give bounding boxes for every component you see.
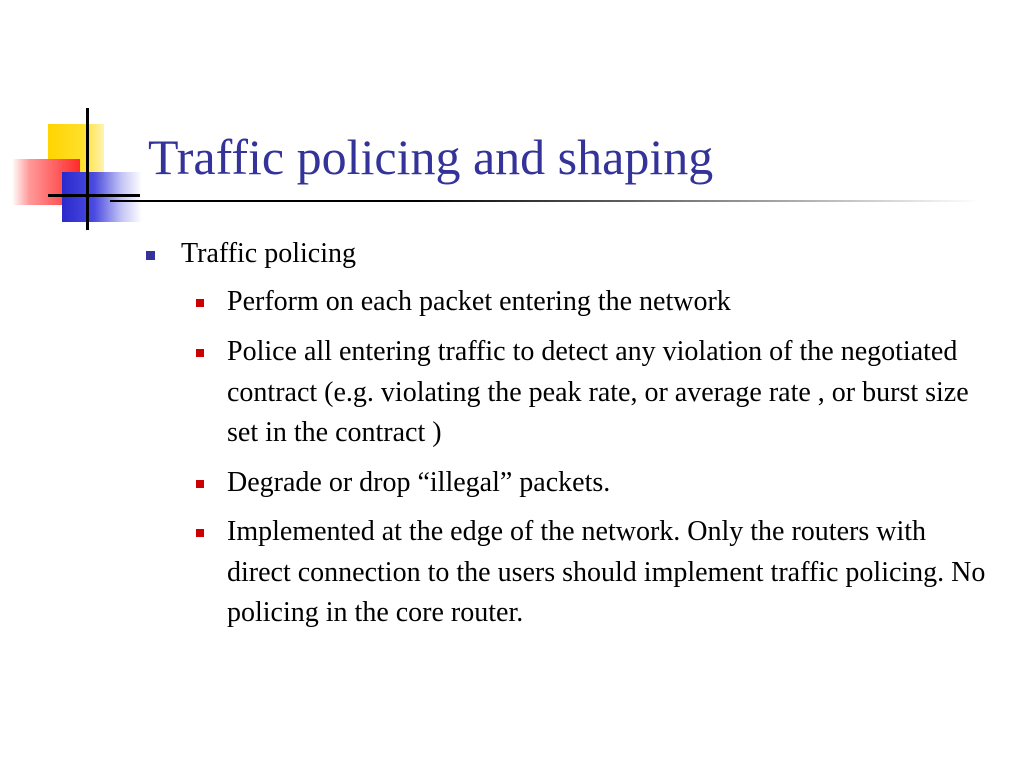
bullet-square-icon	[146, 251, 155, 260]
sub-bullet-square-icon	[196, 529, 204, 537]
sub-bullet: Implemented at the edge of the network. Only the routers with direct connection to the users should implement traffic policing. No policing in the core router.	[227, 516, 986, 628]
sub-bullet: Perform on each packet entering the network	[227, 286, 731, 317]
sub-bullet-square-icon	[196, 480, 204, 488]
bullet-level1: Traffic policing	[181, 238, 356, 269]
sub-bullet-square-icon	[196, 299, 204, 307]
slide-title: Traffic policing and shaping	[148, 129, 714, 185]
sub-bullet: Degrade or drop “illegal” packets.	[227, 467, 611, 498]
sub-bullet: Police all entering traffic to detect any violation of the negotiated contract (e.g. violating the peak rate, or average rate , or burst size set in the contract )	[227, 336, 969, 448]
sub-bullet-square-icon	[196, 349, 204, 357]
